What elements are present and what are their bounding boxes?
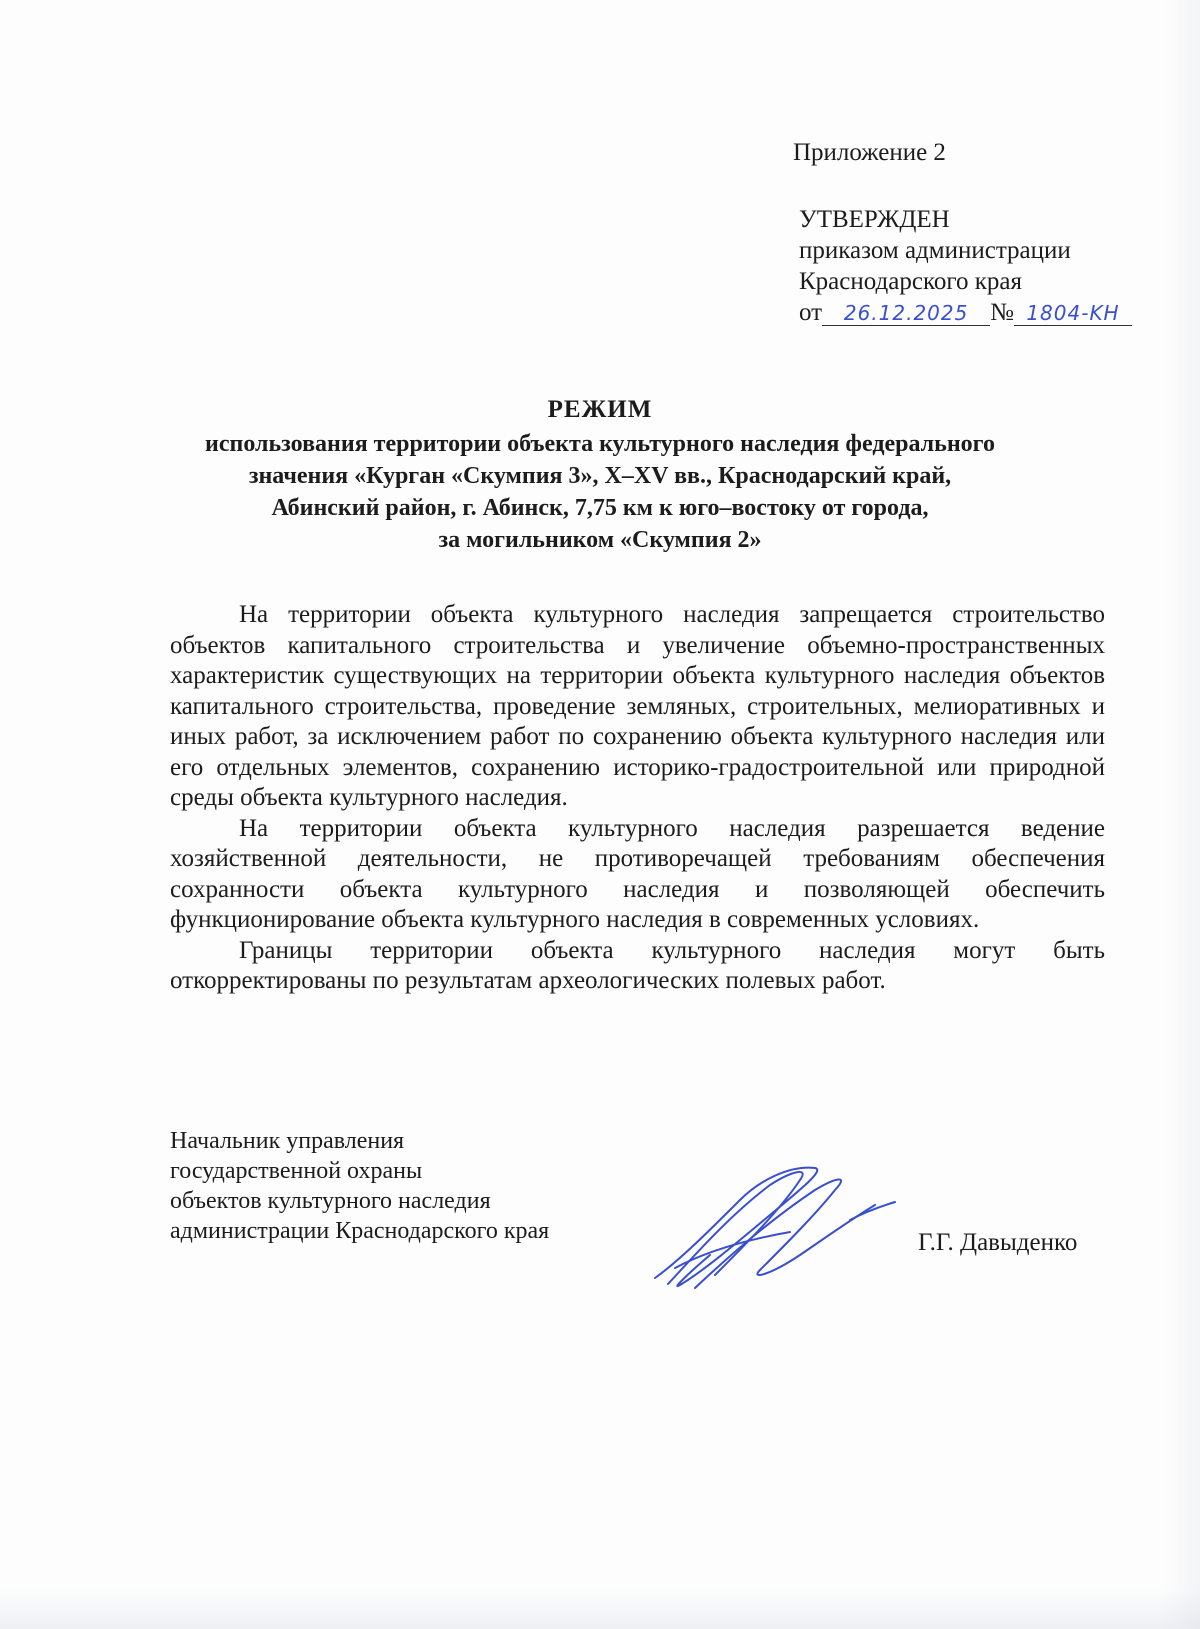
number-prefix: № (990, 299, 1014, 326)
paragraph-prohibitions: На территории объекта культурного наследия запрещается строительство объектов капитального строительства и увеличение объемно-пространственных характеристик существующих на территории объекта культурного наследия объектов капитального строительства, проведение земляных, строительных, мелиоративных и иных работ, за исключением работ по сохранению объекта культурного наследия или его отдельных элементов, сохранению историко-градостроительной или природной среды объекта культурного наследия. (170, 601, 1105, 811)
position-line-2: государственной охраны (170, 1158, 423, 1184)
position-line-3: объектов культурного наследия (170, 1188, 491, 1214)
paragraph-boundaries: Границы территории объекта культурного наследия могут быть откорректированы по результатам археологических полевых работ. (170, 936, 1105, 994)
handwritten-signature (650, 1160, 900, 1300)
signatory-name: Г.Г. Давыденко (918, 1229, 1078, 1256)
document-title: РЕЖИМ (547, 396, 653, 423)
signatory-position (170, 1126, 549, 1246)
title-line-2: значения «Курган «Скумпия 3», X–XV вв., Краснодарский край, (248, 463, 952, 489)
title-line-4: за могильником «Скумпия 2» (438, 527, 762, 553)
appendix-label: Приложение 2 (793, 139, 946, 166)
position-line-4: администрации Краснодарского края (170, 1218, 550, 1244)
date-prefix: от (799, 299, 823, 326)
approval-line-1: приказом администрации (799, 237, 1071, 264)
handwritten-date: 26.12.2025 (822, 301, 990, 326)
paragraph-permissions: На территории объекта культурного наследия разрешается ведение хозяйственной деятельности, не противоречащей требованиям обеспечения сохранности объекта культурного наследия и позволяющей обеспечить функционирование объекта культурного наследия в современных условиях. (170, 814, 1105, 933)
scan-edge-shade (1160, 0, 1200, 1629)
approval-line-2: Краснодарского края (799, 268, 1022, 295)
title-line-1: использования территории объекта культурного наследия федерального (205, 431, 995, 457)
approval-heading: УТВЕРЖДЕН (799, 206, 950, 233)
handwritten-order-number: 1804-KH (1014, 301, 1132, 326)
document-body (170, 600, 1105, 997)
title-line-3: Абинский район, г. Абинск, 7,75 км к юго–востоку от города, (271, 495, 929, 521)
document-title-block (150, 394, 1050, 556)
order-date-number-line (799, 297, 1132, 328)
scan-bottom-shade (0, 1589, 1200, 1629)
position-line-1: Начальник управления (170, 1128, 405, 1154)
approval-stamp-block (799, 204, 1132, 328)
